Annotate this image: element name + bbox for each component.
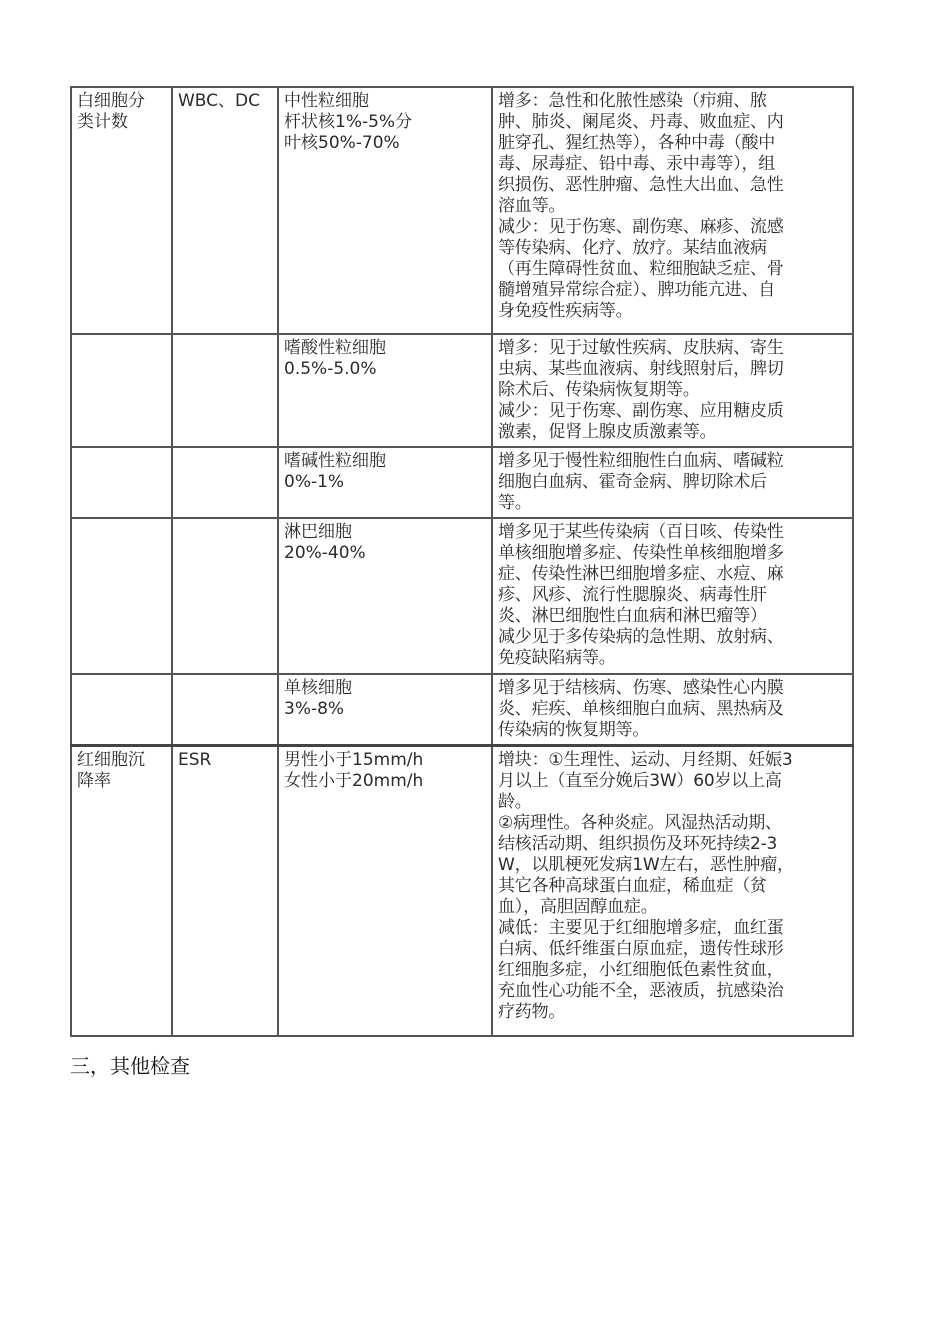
cell-text-line: 男性小于15mm/h	[284, 750, 424, 770]
table-row	[71, 334, 853, 447]
cell-text-line: 脏穿孔、猩红热等），各种中毒（酸中	[498, 133, 776, 153]
clinical-significance-cell	[492, 518, 853, 674]
cell-text-line: 叶核50%-70%	[284, 133, 400, 153]
cell-text-line: 中性粒细胞	[284, 91, 369, 111]
item-name-cell	[71, 746, 172, 1036]
cell-text-line: 3%-8%	[284, 699, 345, 719]
cell-text-line: 结核活动期、组织损伤及环死持续2-3	[498, 834, 778, 854]
item-name-cell	[71, 334, 172, 447]
cell-text-line: 增块：①生理性、运动、月经期、妊娠3	[498, 750, 793, 770]
cell-text-line: 女性小于20mm/h	[284, 771, 424, 791]
cell-text-line: ESR	[178, 750, 212, 770]
reference-range-cell	[278, 518, 492, 674]
cell-text-line: 减少：见于伤寒、副伤寒、应用糖皮质	[498, 401, 784, 421]
document-page	[70, 86, 852, 1037]
cell-text-line: 肿、肺炎、阑尾炎、丹毒、败血症、内	[498, 112, 784, 132]
cell-text-line: 减少见于多传染病的急性期、放射病、	[498, 627, 784, 647]
cell-text-line: 等传染病、化疗、放疗。某结血液病	[498, 238, 767, 258]
item-name-cell	[71, 447, 172, 518]
cell-text-line: 增多：急性和化脓性感染（疖痈、脓	[498, 91, 767, 111]
abbreviation-cell	[172, 746, 278, 1036]
reference-range-cell	[278, 674, 492, 746]
cell-text-line: 充血性心功能不全，恶液质，抗感染治	[498, 981, 784, 1001]
reference-range-cell	[278, 447, 492, 518]
item-name-cell	[71, 87, 172, 334]
cell-text-line: 症、传染性淋巴细胞增多症、水痘、麻	[498, 564, 784, 584]
abbreviation-cell	[172, 87, 278, 334]
table-row	[71, 447, 853, 518]
cell-text-line: 嗜碱性粒细胞	[284, 451, 386, 471]
cell-text-line: 传染病的恢复期等。	[498, 720, 650, 740]
cell-text-line: 增多见于结核病、伤寒、感染性心内膜	[498, 678, 784, 698]
table-row	[71, 518, 853, 674]
cell-text-line: 单核细胞增多症、传染性单核细胞增多	[498, 543, 784, 563]
cell-text-line: 0%-1%	[284, 472, 345, 492]
clinical-significance-cell	[492, 746, 853, 1036]
cell-text-line: 红细胞多症，小红细胞低色素性贫血，	[498, 960, 784, 980]
cell-text-line: 等。	[498, 493, 532, 513]
cell-text-line: 除术后、传染病恢复期等。	[498, 380, 700, 400]
cell-text-line: 增多见于某些传染病（百日咳、传染性	[498, 522, 784, 542]
cell-text-line: 身免疫性疾病等。	[498, 301, 633, 321]
clinical-significance-cell	[492, 334, 853, 447]
cell-text-line: 月以上（直至分娩后3W）60岁以上高	[498, 771, 782, 791]
abbreviation-cell	[172, 518, 278, 674]
cell-text-line: 减少：见于伤寒、副伤寒、麻疹、流感	[498, 217, 784, 237]
cell-text-line: 类计数	[77, 112, 128, 132]
cell-text-line: 淋巴细胞	[284, 522, 352, 542]
cell-text-line: 杆状核1%-5%分	[284, 112, 413, 132]
clinical-significance-cell	[492, 447, 853, 518]
lab-reference-table	[70, 86, 854, 1037]
clinical-significance-cell	[492, 87, 853, 334]
section-heading: 三，其他检查	[70, 1054, 190, 1078]
cell-text-line: WBC、DC	[178, 91, 261, 111]
cell-text-line: 白病、低纤维蛋白原血症，遗传性球形	[498, 939, 784, 959]
cell-text-line: （再生障碍性贫血、粒细胞缺乏症、骨	[498, 259, 784, 279]
cell-text-line: 增多见于慢性粒细胞性白血病、嗜碱粒	[498, 451, 784, 471]
cell-text-line: 毒、尿毒症、铅中毒、汞中毒等），组	[498, 154, 776, 174]
cell-text-line: 单核细胞	[284, 678, 352, 698]
cell-text-line: 0.5%-5.0%	[284, 359, 377, 379]
abbreviation-cell	[172, 334, 278, 447]
item-name-cell	[71, 674, 172, 746]
clinical-significance-cell	[492, 674, 853, 746]
abbreviation-cell	[172, 447, 278, 518]
cell-text-line: 减低：主要见于红细胞增多症，血红蛋	[498, 918, 784, 938]
cell-text-line: ②病理性。各种炎症。风湿热活动期、	[498, 813, 782, 833]
cell-text-line: 20%-40%	[284, 543, 366, 563]
cell-text-line: 髓增殖异常综合症）、脾功能亢进、自	[498, 280, 776, 300]
reference-range-cell	[278, 87, 492, 334]
item-name-cell	[71, 518, 172, 674]
cell-text-line: 增多：见于过敏性疾病、皮肤病、寄生	[498, 338, 784, 358]
cell-text-line: 疹、风疹、流行性腮腺炎、病毒性肝	[498, 585, 767, 605]
cell-text-line: 降率	[77, 771, 111, 791]
reference-range-cell	[278, 746, 492, 1036]
table-row	[71, 87, 853, 334]
cell-text-line: 龄。	[498, 792, 532, 812]
cell-text-line: 虫病、某些血液病、射线照射后，脾切	[498, 359, 784, 379]
cell-text-line: 红细胞沉	[77, 750, 145, 770]
table-row	[71, 746, 853, 1036]
cell-text-line: 炎、疟疾、单核细胞白血病、黑热病及	[498, 699, 784, 719]
cell-text-line: 血），高胆固醇血症。	[498, 897, 658, 917]
cell-text-line: 白细胞分	[77, 91, 145, 111]
abbreviation-cell	[172, 674, 278, 746]
cell-text-line: 织损伤、恶性肿瘤、急性大出血、急性	[498, 175, 784, 195]
reference-range-cell	[278, 334, 492, 447]
cell-text-line: 疗药物。	[498, 1002, 566, 1022]
cell-text-line: 嗜酸性粒细胞	[284, 338, 386, 358]
cell-text-line: 细胞白血病、霍奇金病、脾切除术后	[498, 472, 767, 492]
cell-text-line: 溶血等。	[498, 196, 566, 216]
table-row	[71, 674, 853, 746]
cell-text-line: 激素，促肾上腺皮质激素等。	[498, 422, 717, 442]
cell-text-line: 免疫缺陷病等。	[498, 648, 616, 668]
cell-text-line: 炎、淋巴细胞性白血病和淋巴瘤等）	[498, 606, 767, 626]
cell-text-line: 其它各种高球蛋白血症，稀血症（贫	[498, 876, 767, 896]
cell-text-line: W，以肌梗死发病1W左右，恶性肿瘤，	[498, 855, 794, 875]
